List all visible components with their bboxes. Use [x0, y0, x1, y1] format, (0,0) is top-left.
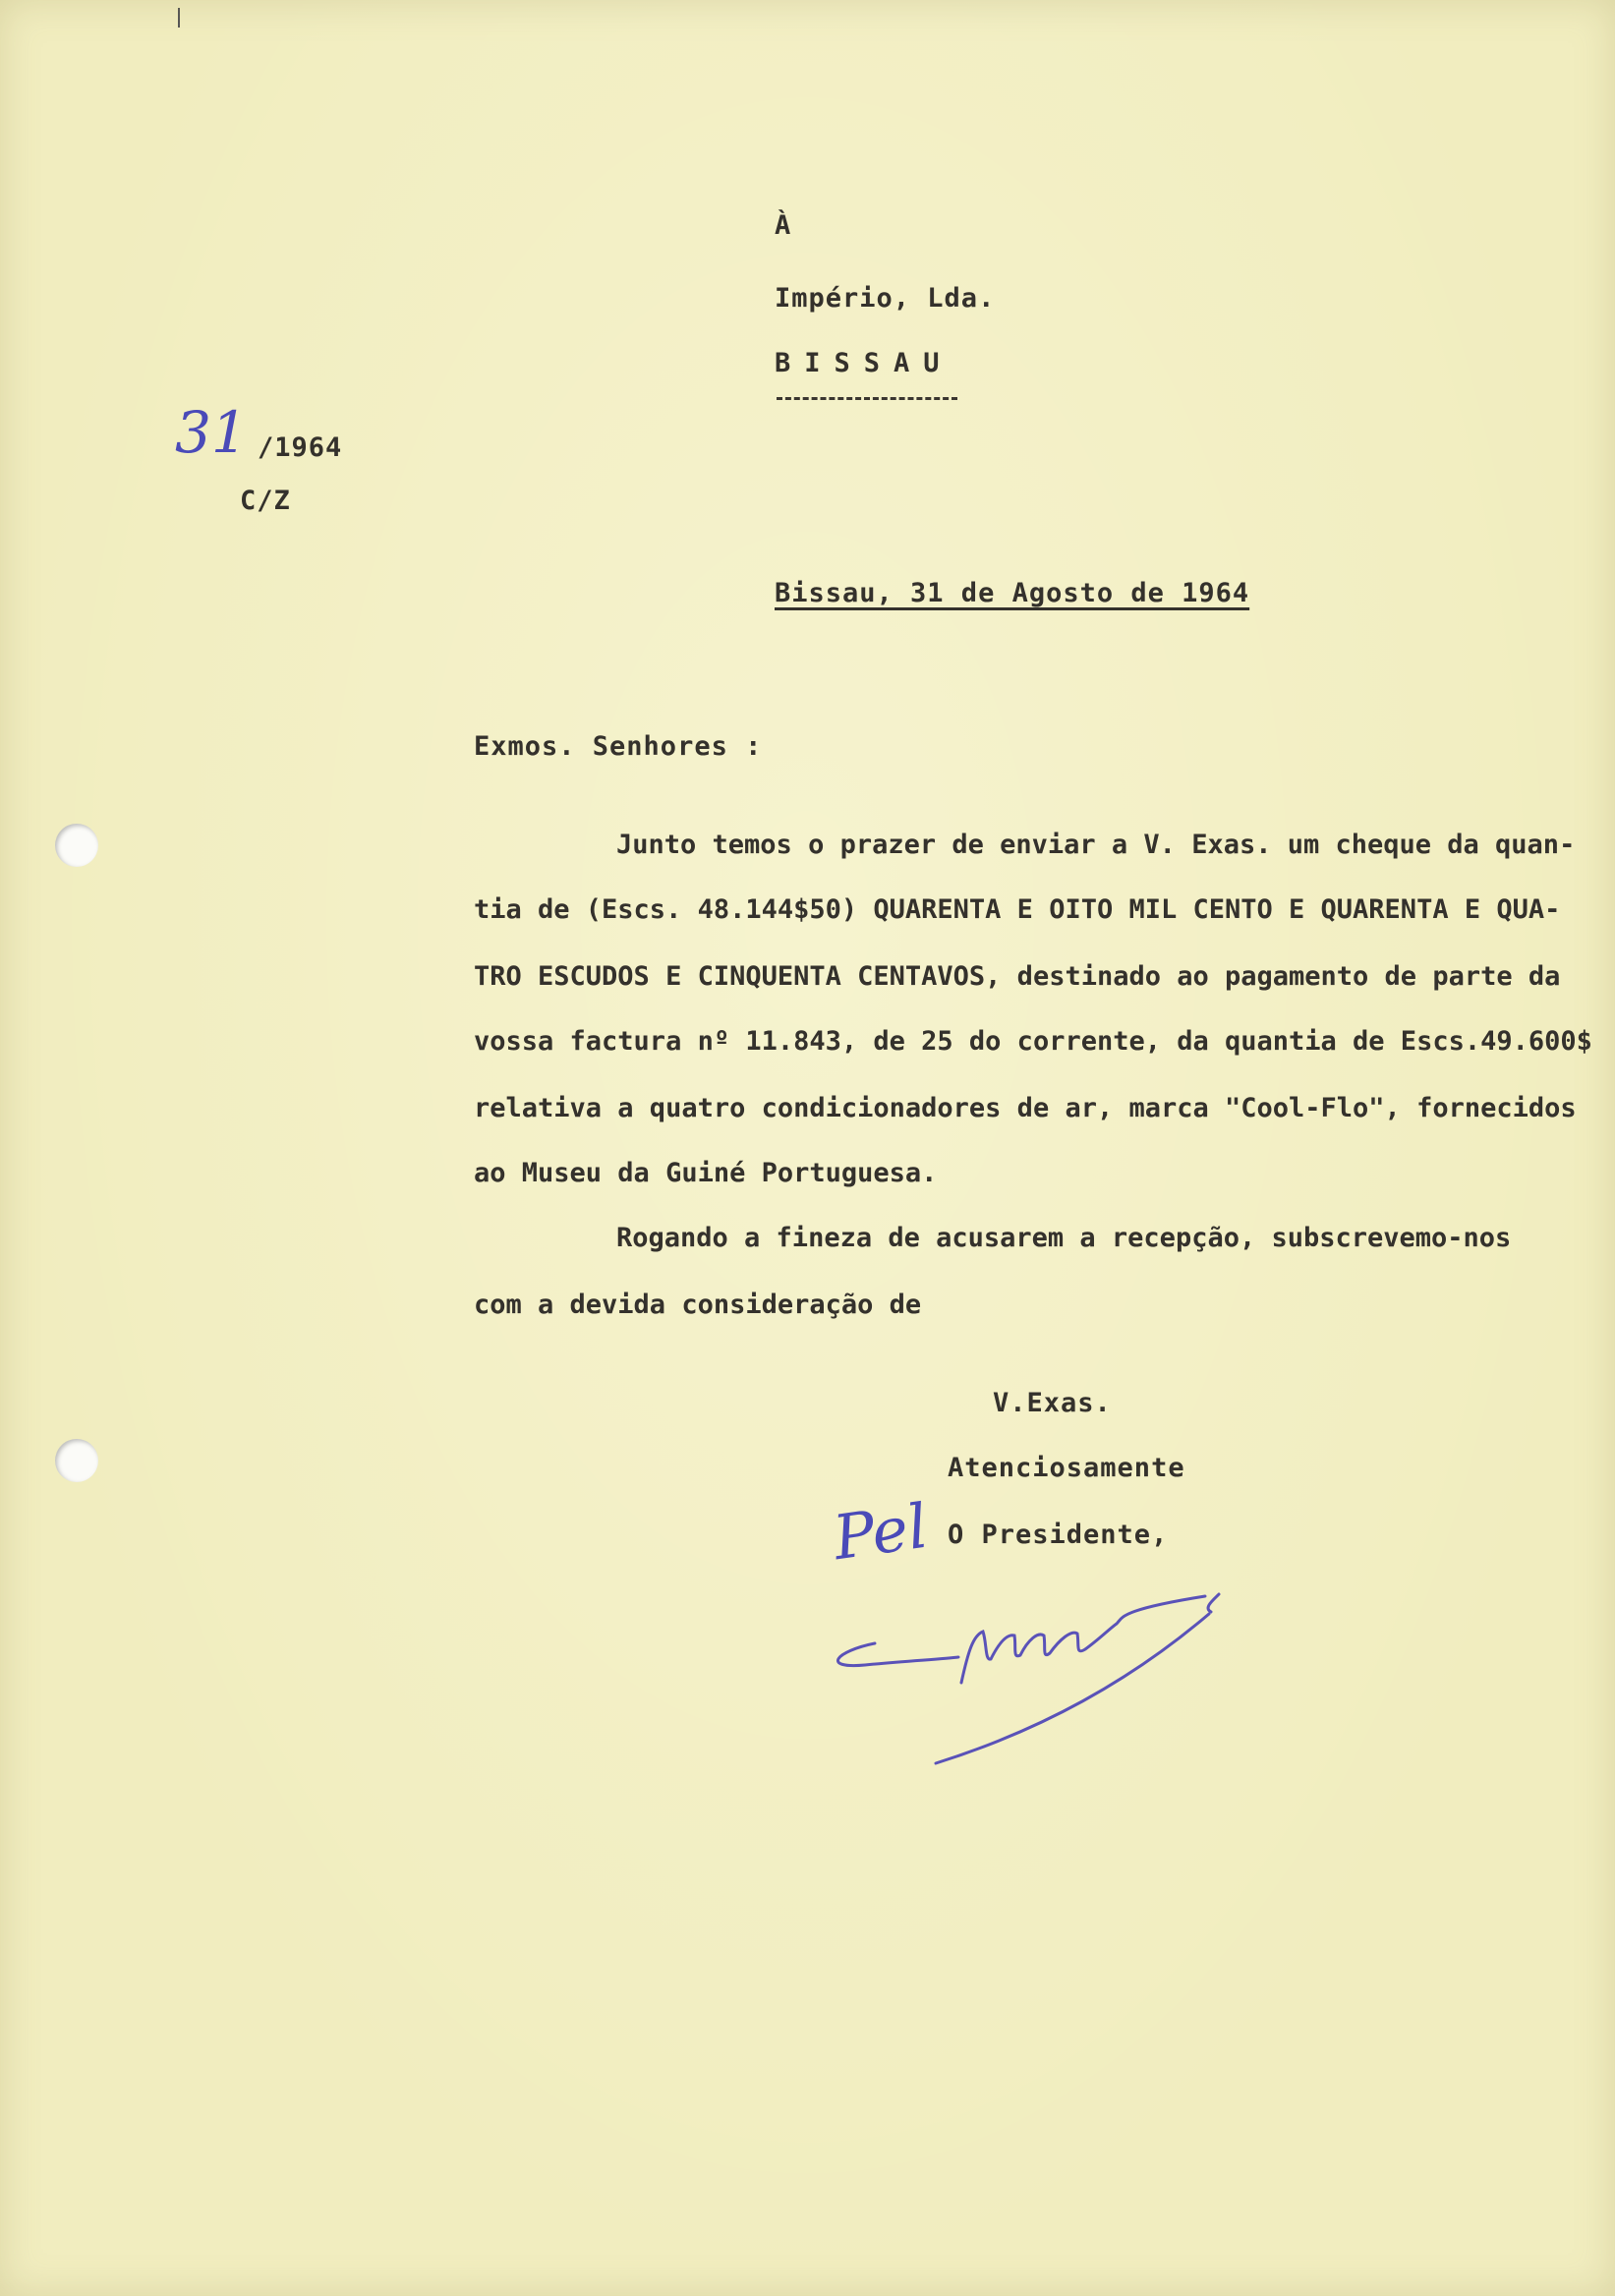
closing-o-presidente: O Presidente, — [948, 1520, 1169, 1550]
paragraph-1-line-4: vossa factura nº 11.843, de 25 do corrente, da quantia de Escs.49.600$ — [474, 1026, 1592, 1057]
paragraph-1-line-3: TRO ESCUDOS E CINQUENTA CENTAVOS, destinado ao pagamento de parte da — [474, 961, 1561, 992]
addressee-name: Império, Lda. — [775, 283, 996, 314]
salutation: Exmos. Senhores : — [474, 731, 763, 762]
paragraph-2-line-1: Rogando a fineza de acusarem a recepção, subscrevemo-nos — [616, 1223, 1512, 1253]
paragraph-1-line-1: Junto temos o prazer de enviar a V. Exas. um cheque da quan- — [616, 830, 1576, 860]
handwritten-initials: Pel — [829, 1489, 933, 1575]
paragraph-1-line-6: ao Museu da Guiné Portuguesa. — [474, 1158, 938, 1188]
addressee-prefix: À — [775, 210, 792, 241]
date-line: Bissau, 31 de Agosto de 1964 — [775, 578, 1250, 608]
paragraph-2-line-2: com a devida consideração de — [474, 1290, 922, 1320]
closing-v-exas: V.Exas. — [993, 1388, 1112, 1418]
paragraph-1-line-2: tia de (Escs. 48.144$50) QUARENTA E OITO MIL CENTO E QUARENTA E QUA- — [474, 894, 1561, 925]
reference-code: C/Z — [240, 486, 291, 516]
addressee-city: BISSAU — [775, 348, 953, 378]
reference-number-handwritten: 31 — [175, 399, 248, 466]
paragraph-1-line-5: relativa a quatro condicionadores de ar, marca "Cool-Flo", fornecidos — [474, 1093, 1577, 1123]
closing-atenciosamente: Atenciosamente — [948, 1453, 1185, 1483]
reference-year: /1964 — [258, 432, 343, 463]
